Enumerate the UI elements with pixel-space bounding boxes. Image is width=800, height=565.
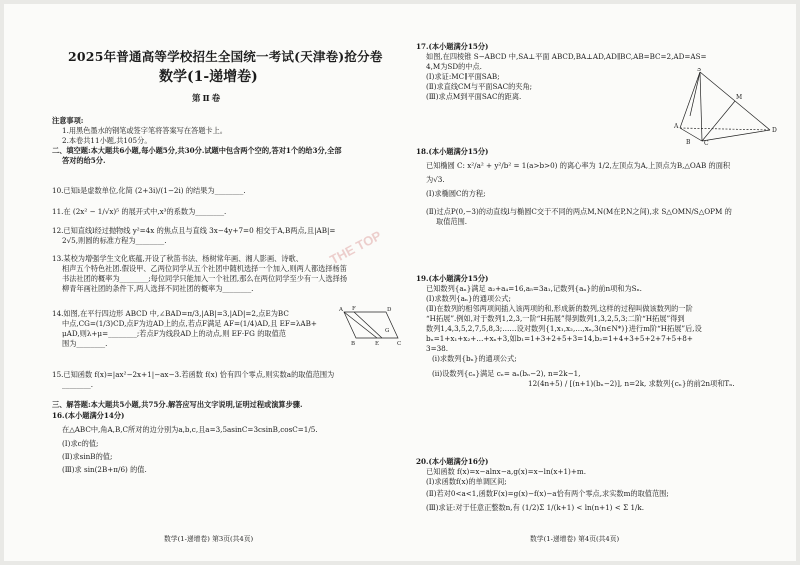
q19 — [416, 274, 735, 389]
q18-stem-2: 为√3. — [426, 174, 445, 184]
q20-part-2: (Ⅱ)若对0<a<1,函数F(x)=g(x)−f(x)−a恰有两个零点,求实数m的取值范围; — [426, 488, 669, 498]
q16-title: 16.(本小题满分14分) — [52, 411, 125, 420]
q12-line-2: 2√5,则圆的标准方程为________. — [62, 235, 167, 245]
q13-line-2: 相声五个特色社团.假设甲、乙两位同学从五个社团中随机选择一个加入,则两人都选择杨笛 — [62, 263, 347, 273]
notes-title: 注意事项: — [52, 116, 84, 125]
q12-line-1: 12.已知直线l经过抛物线 y²=4x 的焦点且与直线 3x−4y+7=0 相交于A,B两点,且|AB|= — [52, 226, 336, 235]
fig17-label-s: S — [697, 68, 702, 73]
q17 — [416, 42, 707, 102]
q18-stem-1: 已知椭圆 C: x²/a² + y²/b² = 1(a>b>0) 的离心率为 1/2,左顶点为A,上顶点为B,△OAB 的面积 — [426, 160, 731, 170]
note-1: 1.用黑色墨水的钢笔或签字笔将答案写在答题卡上。 — [62, 125, 227, 135]
q20-part-3: (Ⅲ)求证:对于任意正整数n,有 (1/2)Σ 1/(k+1) < ln(n+1) < Σ 1/k. — [426, 502, 645, 512]
fig17-label-b: B — [686, 139, 691, 146]
q18-part-2: (Ⅱ)过点P(0,−3)的动直线l与椭圆C交于不同的两点M,N(M在P,N之间),求 S△OMN/S△OPM 的 — [426, 206, 732, 216]
fig14-label-a: A — [339, 307, 343, 313]
q16-part-2: (Ⅱ)求sinB的值; — [62, 451, 113, 461]
q19-sub-1: (ⅰ)求数列{bₙ}的通项公式; — [432, 353, 517, 363]
q14 — [52, 309, 317, 349]
q18-title: 18.(本小题满分15分) — [416, 147, 489, 156]
fig17-label-a: A — [674, 123, 679, 130]
q20-stem: 已知函数 f(x)=x−alnx−a,g(x)=x−ln(x+1)+m. — [426, 466, 586, 476]
q17-title: 17.(本小题满分15分) — [416, 42, 489, 51]
q19-part-2-line-3: 数列1,4,3,5,2,7,5,8,3;……设对数列{1,x₁,x₂,…,xₙ,3(n∈N*)}进行m阶“H拓展”后,设 — [426, 323, 702, 333]
exam-sheet — [4, 4, 796, 561]
q16 — [52, 411, 318, 475]
fill-header-2: 答对的给5分. — [62, 155, 106, 165]
parallelogram-figure — [336, 304, 402, 346]
fig14-label-b: B — [351, 341, 356, 346]
q14-line-1: 14.如图,在平行四边形 ABCD 中,∠BAD=π/3,|AB|=3,|AD|=2,点E为BC — [52, 309, 289, 318]
page-3-footer: 数学(1-递增卷) 第3页(共4页) — [164, 535, 254, 543]
fig17-label-d: D — [772, 127, 777, 134]
fig14-label-e: E — [375, 341, 380, 346]
q10: 10.已知i是虚数单位,化简 (2+3i)/(1−2i) 的结果为________. — [52, 186, 246, 195]
fig17-label-m: M — [736, 94, 743, 101]
q17-part-1: (Ⅰ)求证:MC∥平面SAB; — [426, 71, 500, 81]
q18-part-2-cont: 取值范围. — [436, 216, 468, 226]
q11: 11.在 (2x² − 1/√x)⁵ 的展开式中,x³的系数为________. — [52, 207, 227, 216]
q16-part-3: (Ⅲ)求 sin(2B+π/6) 的值. — [62, 464, 147, 474]
q19-part-2-line-5: 3=38. — [426, 343, 449, 353]
q20-title: 20.(本小题满分16分) — [416, 457, 489, 466]
q13-line-4: 柳青年画社团的条件下,两人选择不同社团的概率为________. — [62, 283, 254, 293]
exam-subtitle: 数学(1-递增卷) — [159, 69, 258, 85]
q19-sub-2-a: (ⅱ)设数列{cₙ}满足 cₙ= aₙ(bₙ−2), n=2k−1, — [432, 369, 581, 379]
page-4-footer: 数学(1-递增卷) 第4页(共4页) — [530, 535, 620, 543]
fig17-label-c: C — [704, 140, 709, 146]
q14-line-2: 中点,CG=(1/3)CD,点F为边AD上的点,若点F满足 AF=(1/4)AD,且 EF=λAB+ — [62, 318, 317, 328]
q18-part-1: (Ⅰ)求椭圆C的方程; — [426, 188, 486, 198]
fig14-label-g: G — [385, 328, 390, 334]
q17-part-3: (Ⅲ)求点M到平面SAC的距离. — [426, 91, 522, 101]
q17-part-2: (Ⅱ)求直线CM与平面SAC的夹角; — [426, 81, 533, 91]
q16-part-1: (Ⅰ)求c的值; — [62, 438, 99, 448]
q13-line-3: 书法社团的概率为________;每位同学只能加入一个社团,那么在两位同学至少有一人选择扬 — [62, 273, 348, 283]
q14-line-4: 围为________. — [62, 338, 108, 348]
q19-title: 19.(本小题满分15分) — [416, 274, 489, 283]
q19-part-2-line-1: (Ⅱ)在数列的相邻两项间插入该两项的和,形成新的数列,这样的过程叫做该数列的一阶 — [426, 303, 693, 313]
q16-stem: 在△ABC中,角A,B,C所对的边分别为a,b,c,且a=3,5asinC=3csinB,cosC=1/5. — [62, 424, 318, 434]
volume-label: 第Ⅱ卷 — [192, 94, 223, 104]
q19-stem: 已知数列{aₙ}满足 a₂+a₄=16,a₅=3a₁,记数列{aₙ}的前n项和为Sₙ. — [426, 283, 642, 293]
q13-line-1: 13.某校为增强学生文化底蕴,开设了秋笛书法、杨树常年画、湘人影画、诗歌、 — [52, 254, 303, 263]
notes-block — [52, 116, 342, 166]
q20 — [416, 457, 669, 513]
q14-line-3: μAD,则λ+μ=________;若点F为线段AD上的动点,则 EF·FG 的取值范 — [62, 328, 286, 338]
answer-header: 三、解答题:本大题共5小题,共75分.解答应写出文字说明,证明过程或演算步骤. — [52, 400, 303, 409]
fig14-label-d: D — [387, 307, 392, 313]
q13 — [52, 254, 347, 294]
q17-stem-1: 如图,在四棱锥 S−ABCD 中,SA⊥平面 ABCD,BA⊥AD,AD∥BC,AB=BC=2,AD=AS= — [426, 51, 707, 61]
q17-stem-2: 4,M为SD的中点. — [426, 61, 482, 71]
q19-part-2-line-4: bₙ=1+x₁+x₂+…+xₙ+3,如b₁=1+3+2+5+3=14,b₂=1+4+3+5+2+7+5+8+ — [426, 333, 693, 343]
q15-line-2: ________. — [62, 379, 94, 389]
q19-part-1: (Ⅰ)求数列{aₙ}的通项公式; — [426, 293, 511, 303]
q18 — [416, 147, 732, 227]
q12 — [52, 226, 335, 246]
fill-header-1: 二、填空题:本大题共6小题,每小题5分,共30分.试题中包含两个空的,答对1个的给3分,全部 — [52, 145, 342, 155]
q19-sub-2-b: 12(4n+5) / [(n+1)(bₙ−2)], n=2k, 求数列{cₙ}的前2n项和Tₙ. — [528, 379, 735, 389]
q19-part-2-line-2: “H拓展”.例如,对于数列1,2,3,一阶“H拓展”得到数列1,3,2,5,3;二阶“H拓展”得到 — [426, 313, 685, 323]
q15-line-1: 15.已知函数 f(x)=|ax²−2x+1|−ax−3.若函数 f(x) 恰有四个零点,则实数a的取值范围为 — [52, 370, 335, 379]
exam-title: 2025年普通高等学校招生全国统一考试(天津卷)抢分卷 — [68, 49, 383, 64]
pyramid-figure — [670, 68, 782, 146]
q15 — [52, 370, 334, 390]
watermark-text: THE TOP — [327, 227, 384, 268]
fig14-label-f: F — [352, 306, 356, 312]
note-2: 2.本卷共11小题,共105分。 — [62, 135, 152, 145]
fig14-label-c: C — [397, 341, 402, 346]
q20-part-1: (Ⅰ)求函数f(x)的单调区间; — [426, 476, 507, 486]
